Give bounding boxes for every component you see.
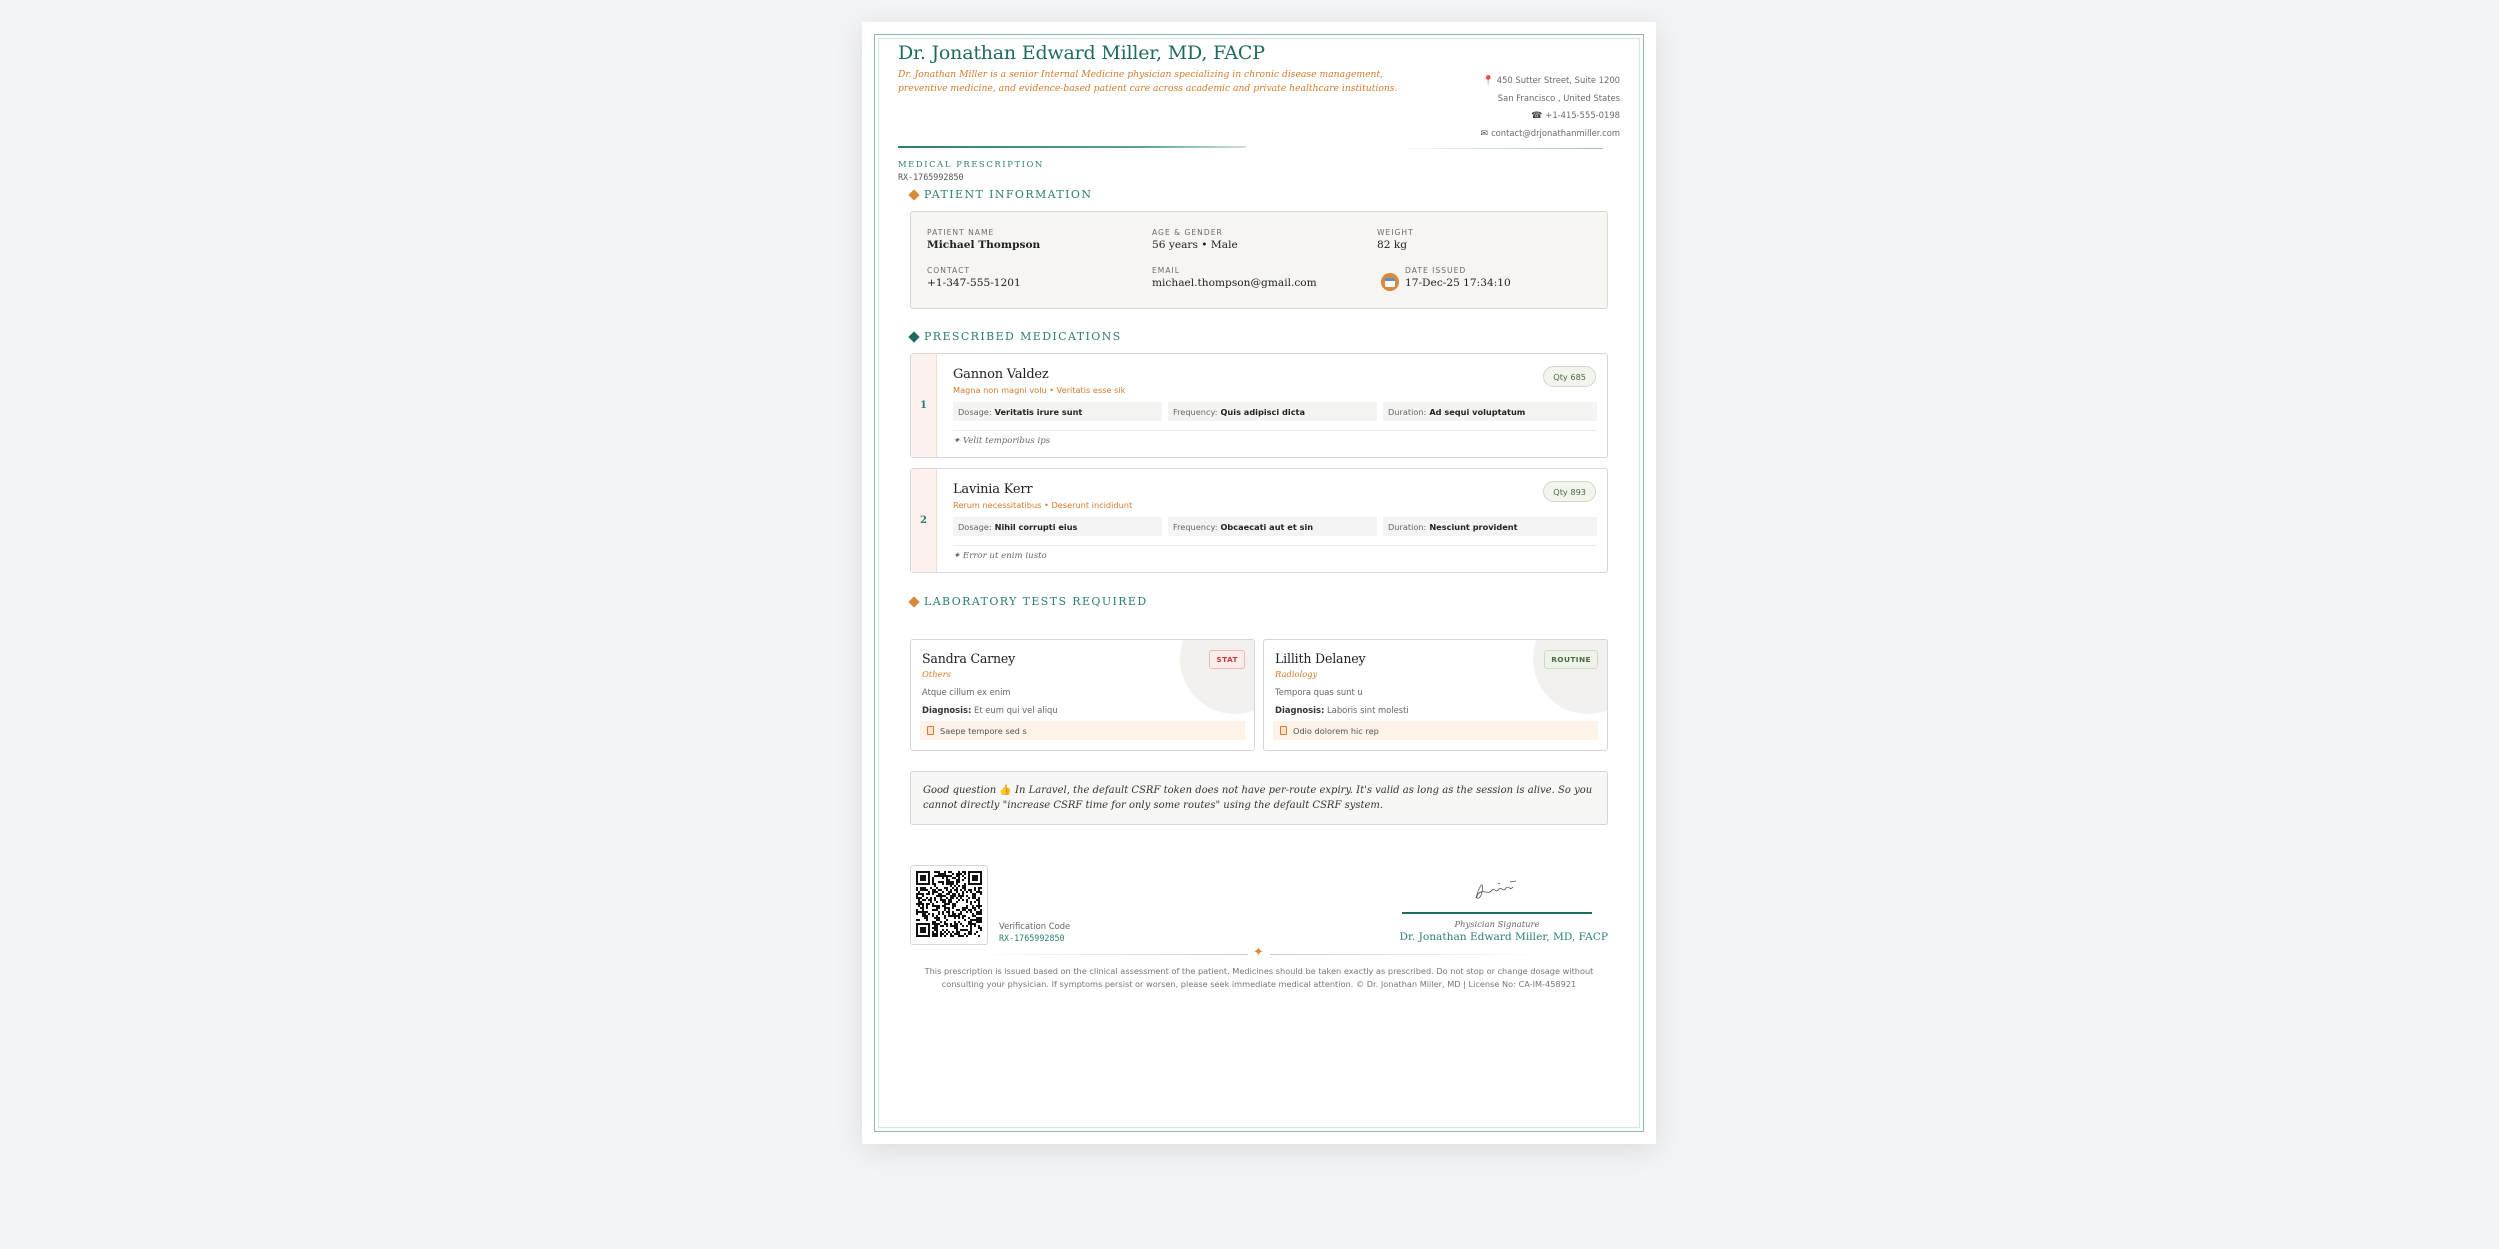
- duration-cell: Duration: Ad sequi voluptatum: [1383, 402, 1597, 421]
- priority-badge: STAT: [1209, 650, 1245, 669]
- section-title-patient: PATIENT INFORMATION: [910, 188, 1092, 201]
- divider: [953, 430, 1596, 431]
- medication-card: [910, 468, 1608, 573]
- prescription-number: RX-1765992850: [898, 172, 964, 182]
- lab-test-name: Sandra Carney: [922, 651, 1016, 666]
- dosage-cell: Dosage: Veritatis irure sunt: [953, 402, 1162, 421]
- medication-name: Gannon Valdez: [953, 367, 1049, 382]
- clipboard-icon: [1280, 726, 1287, 735]
- signature-name: Dr. Jonathan Edward Miller, MD, FACP: [1399, 931, 1608, 943]
- diamond-icon: [908, 331, 919, 342]
- medication-number: 2: [911, 469, 937, 572]
- patient-weight: 82 kg: [1377, 239, 1408, 251]
- patient-contact-field: CONTACT +1-347-555-1201: [927, 266, 1021, 289]
- verification-code: RX-1765992850: [999, 933, 1065, 943]
- patient-age-gender-field: AGE & GENDER 56 years • Male: [1152, 228, 1238, 251]
- quantity-badge: Qty 893: [1543, 481, 1596, 502]
- quantity-badge: Qty 685: [1543, 366, 1596, 387]
- phone: ☎ +1-415-555-0198: [1531, 110, 1620, 121]
- duration-cell: Duration: Nesciunt provident: [1383, 517, 1597, 536]
- physician-name: Dr. Jonathan Edward Miller, MD, FACP: [898, 42, 1265, 64]
- lab-test-note: Saepe tempore sed s: [920, 721, 1245, 740]
- header-rule-right: [1408, 148, 1603, 149]
- patient-email: michael.thompson@gmail.com: [1152, 277, 1317, 289]
- medication-name: Lavinia Kerr: [953, 482, 1033, 497]
- diamond-icon: [908, 596, 919, 607]
- calendar-icon: [1381, 273, 1399, 291]
- phone-icon: ☎: [1531, 111, 1543, 121]
- frequency-cell: Frequency: Obcaecati aut et sin: [1168, 517, 1377, 536]
- patient-name: Michael Thompson: [927, 239, 1041, 251]
- verification-label: Verification Code: [999, 921, 1071, 931]
- divider: [953, 545, 1596, 546]
- physician-bio: Dr. Jonathan Miller is a senior Internal Medicine physician specializing in chronic disease management, preventive medicine, and evidence-based patient care across academic and private healthcare institutions.: [898, 69, 1398, 94]
- header: [898, 42, 1620, 182]
- sparkle-icon: ✦: [1253, 945, 1264, 960]
- medication-subtitle: Rerum necessitatibus • Deserunt incididunt: [953, 500, 1133, 510]
- medication-note: ✦ Velit temporibus ips: [953, 436, 1051, 446]
- medication-subtitle: Magna non magni volu • Veritatis esse sik: [953, 385, 1126, 395]
- physician-notes: Good question 👍 In Laravel, the default CSRF token does not have per-route expiry. It's valid as long as the session is alive. So you cannot directly "increase CSRF time for only some routes" using the default CSRF system.: [910, 771, 1608, 825]
- lab-test-description: Atque cillum ex enim: [922, 687, 1011, 697]
- address-line-1: 📍 450 Sutter Street, Suite 1200: [1482, 75, 1620, 86]
- patient-email-field: EMAIL michael.thompson@gmail.com: [1152, 266, 1317, 289]
- patient-weight-field: WEIGHT 82 kg: [1377, 228, 1414, 251]
- lab-test-category: Radiology: [1275, 669, 1318, 679]
- email[interactable]: ✉ contact@drjonathanmiller.com: [1480, 128, 1620, 139]
- patient-age-gender: 56 years • Male: [1152, 239, 1238, 251]
- header-rule: [898, 146, 1246, 148]
- medication-card: [910, 353, 1608, 458]
- section-title-lab-tests: LABORATORY TESTS REQUIRED: [910, 595, 1148, 608]
- prescription-page: [862, 22, 1656, 1144]
- mail-icon: ✉: [1480, 129, 1489, 139]
- signature-line: [1402, 912, 1592, 914]
- physician-contact: [1370, 72, 1620, 143]
- medication-note: ✦ Error ut enim iusto: [953, 551, 1047, 561]
- lab-test-diagnosis: Diagnosis: Et eum qui vel aliqu: [922, 705, 1058, 715]
- patient-name-field: PATIENT NAME Michael Thompson: [927, 228, 1041, 251]
- signature-caption: Physician Signature: [1454, 919, 1540, 929]
- date-issued: 17-Dec-25 17:34:10: [1405, 277, 1511, 289]
- lab-test-name: Lillith Delaney: [1275, 651, 1366, 666]
- clipboard-icon: [927, 726, 934, 735]
- qr-code-icon: [916, 871, 982, 937]
- patient-contact: +1-347-555-1201: [927, 277, 1021, 289]
- dosage-cell: Dosage: Nihil corrupti eius: [953, 517, 1162, 536]
- lab-test-diagnosis: Diagnosis: Laboris sint molesti: [1275, 705, 1409, 715]
- lab-test-description: Tempora quas sunt u: [1275, 687, 1363, 697]
- footer-divider: [898, 945, 1620, 960]
- prescription-label: MEDICAL PRESCRIPTION: [898, 159, 1044, 169]
- thumbs-up-icon: 👍: [999, 785, 1012, 796]
- medication-number: 1: [911, 354, 937, 457]
- section-title-medications: PRESCRIBED MEDICATIONS: [910, 330, 1122, 343]
- footer-disclaimer: This prescription is issued based on the clinical assessment of the patient. Medicines should be taken exactly as prescribed. Do not stop or change dosage without consulting your physician. If symptoms persist or worsen, please seek immediate medical attention. © Dr. Jonathan Miller, MD | License No: CA-IM-458921: [924, 966, 1594, 989]
- location-pin-icon: 📍: [1482, 76, 1494, 86]
- lab-test-card: [1263, 639, 1608, 751]
- priority-badge: ROUTINE: [1544, 650, 1598, 669]
- address-line-2: San Francisco , United States: [1497, 93, 1620, 103]
- lab-test-note: Odio dolorem hic rep: [1273, 721, 1598, 740]
- frequency-cell: Frequency: Quis adipisci dicta: [1168, 402, 1377, 421]
- signature-icon: [1470, 874, 1530, 904]
- date-issued-field: DATE ISSUED 17-Dec-25 17:34:10: [1405, 266, 1511, 289]
- patient-info-box: [910, 211, 1608, 309]
- lab-test-category: Others: [922, 669, 951, 679]
- lab-test-card: [910, 639, 1255, 751]
- diamond-icon: [908, 189, 919, 200]
- qr-code[interactable]: [910, 865, 988, 945]
